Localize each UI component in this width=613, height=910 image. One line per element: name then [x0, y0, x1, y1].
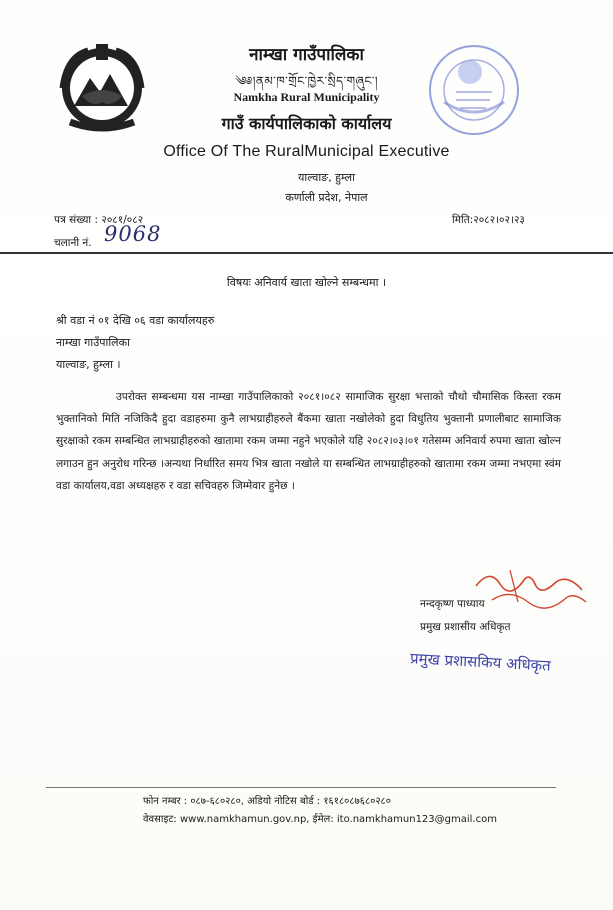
footer-web-email: वेवसाइट: www.namkhamun.gov.np, ईमेल: ito.namkhamun123@gmail.com	[143, 814, 497, 825]
letter-body: उपरोक्त सम्बन्धमा यस नाम्खा गाउँपालिकाको २०८१।०८२ सामाजिक सुरक्षा भत्ताको चौथो चौमासिक किस्ता रकम भुक्तानिको मिति नजिकिदै हुदा वडाहरुमा कुनै लाभग्राहीहरुले बैंकमा खाता नखोलेको हुदा विधुतिय भुक्तानी प्रणालीबाट सामाजिक सुरक्षाको रकम सम्बन्धित लाभग्राहीहरुको खातामा रकम जम्मा नहुने भएकोले यहि २०८२।०३।०१ गतेसम्म अनिवार्य रुपमा खाता खोल्न लगाउन हुन अनुरोध गरिन्छ ।अन्यथा निर्धारित समय भित्र खाता नखोले या सम्बन्धित लाभग्राहीहरुको खातामा रकम जम्मा नभएमा स्वंम वडा कार्यालय,वडा अध्यक्षहरु र वडा सचिवहरु जिम्मेवार हुनेछ ।	[56, 391, 561, 492]
municipality-name-tibetan: ༄༅།ནམ་ཁ་གྲོང་ཁྱེར་སྲིད་གཞུང་།	[234, 74, 379, 88]
municipality-name-nepali: नाम्खा गाउँपालिका	[249, 45, 364, 65]
official-stamp-text: प्रमुख प्रशासकिय अधिकृत	[409, 649, 552, 675]
dispatch-label: चलानी नं.	[54, 237, 92, 249]
subject-line: विषयः अनिवार्य खाता खोल्ने सम्बन्धमा ।	[226, 276, 387, 289]
office-name-english: Office Of The RuralMunicipal Executive	[163, 143, 450, 160]
recipient-line-1: श्री वडा नं ०१ देखि ०६ वडा कार्यालयहरु	[56, 314, 215, 327]
header-divider	[0, 252, 613, 254]
footer-contact: फोन नम्बर : ०८७-६८०२८०, अडियो नोटिस बोर्ड : १६१८०८७६८०२८०	[143, 796, 391, 807]
footer-divider	[46, 787, 556, 788]
signatory-name: नन्दकृष्ण पाध्याय	[420, 598, 485, 610]
dispatch-number: 9068	[104, 222, 162, 246]
signatory-title: प्रमुख प्रशासीय अधिकृत	[420, 621, 511, 633]
reference-number: पत्र संख्या : २०८१/०८२	[54, 214, 144, 226]
municipality-name-english: Namkha Rural Municipality	[233, 90, 380, 104]
recipient-line-2: नाम्खा गाउँपालिका	[56, 336, 130, 349]
address-line-1: याल्वाङ, हुम्ला	[298, 171, 355, 184]
office-name-nepali: गाउँ कार्यपालिकाको कार्यालय	[221, 114, 392, 133]
address-line-2: कर्णाली प्रदेश, नेपाल	[285, 191, 368, 204]
recipient-line-3: याल्वाङ, हुम्ला ।	[56, 358, 121, 371]
letter-date: मिति:२०८२।०२।२३	[452, 214, 525, 226]
handwritten-signature	[470, 562, 590, 622]
